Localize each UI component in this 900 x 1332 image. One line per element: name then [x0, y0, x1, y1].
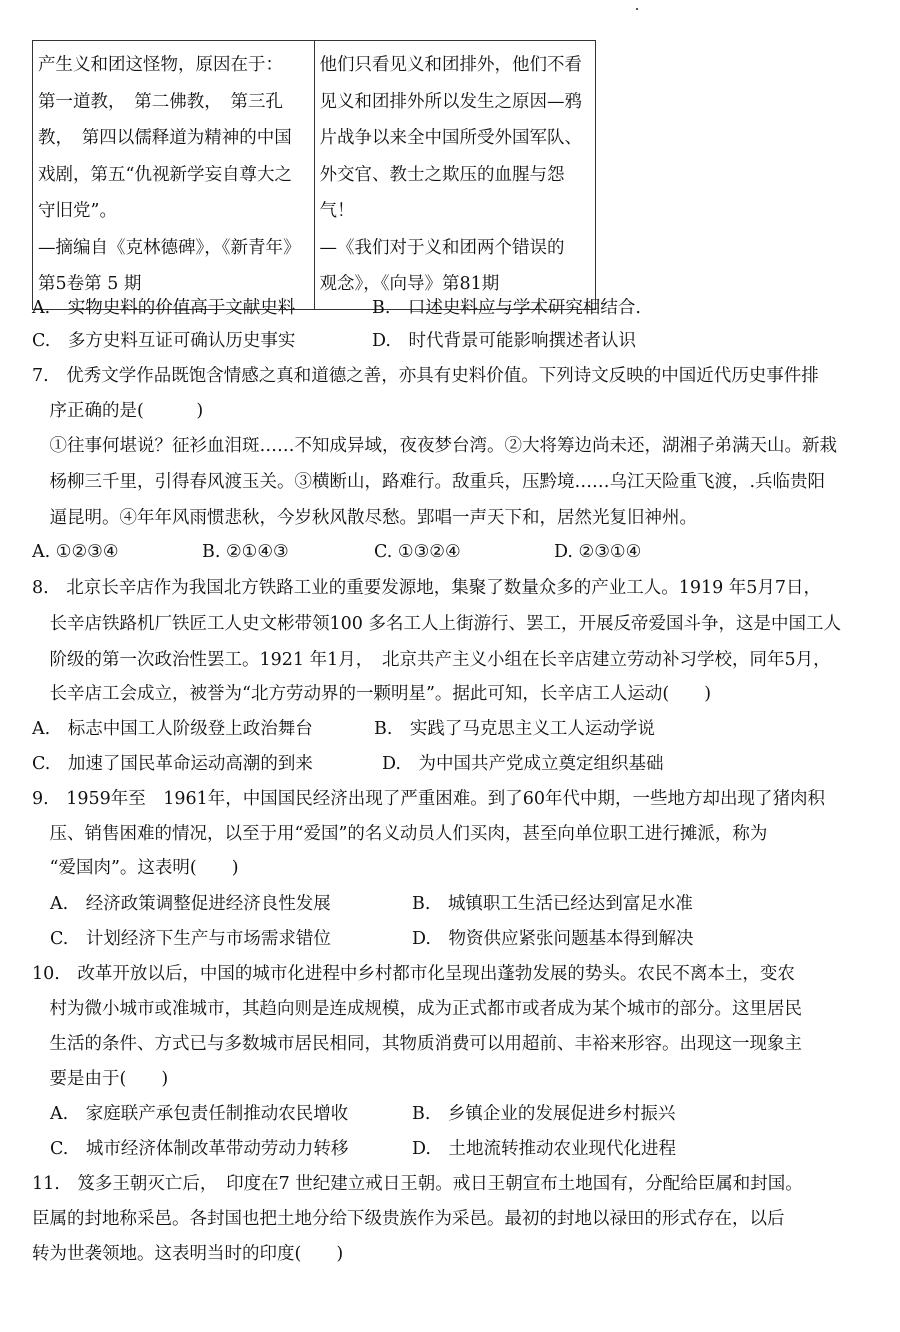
q9-option-b[interactable]: B. 城镇职工生活已经达到富足水准 [412, 894, 693, 914]
q8-option-c[interactable]: C. 加速了国民革命运动高潮的到来 [32, 754, 313, 774]
q10-option-b[interactable]: B. 乡镇企业的发展促进乡村振兴 [412, 1104, 676, 1124]
q6-option-a[interactable]: A. 实物史料的价值高于文献史料 [32, 298, 296, 318]
q9-stem-line: “爱国肉”。这表明( ) [32, 858, 239, 878]
q7-option-d[interactable]: D. ②③①④ [554, 542, 642, 562]
q10-option-c[interactable]: C. 城市经济体制改革带动劳动力转移 [50, 1139, 349, 1159]
q9-option-d[interactable]: D. 物资供应紧张问题基本得到解决 [412, 929, 694, 949]
q10-stem-line: 要是由于( ) [32, 1069, 169, 1089]
q8-stem-line: 长辛店铁路机厂铁匠工人史文彬带领100 多名工人上街游行、罢工，开展反帝爱国斗争，这是中国工人 [32, 614, 841, 634]
table-line: 见义和团排外所以发生之原因—鸦 [319, 91, 582, 112]
speck [636, 8, 638, 10]
q8-option-d[interactable]: D. 为中国共产党成立奠定组织基础 [382, 754, 664, 774]
table-line: 教， 第四以儒释道为精神的中国 [38, 128, 292, 148]
table-line: 第5卷第 5 期 [38, 274, 142, 294]
q6-option-c[interactable]: C. 多方史料互证可确认历史事实 [32, 331, 296, 351]
table-line: 观念》，《向导》第81期 [319, 274, 500, 294]
q6-option-d[interactable]: D. 时代背景可能影响撰述者认识 [372, 331, 636, 351]
q9-stem-line: 压、销售困难的情况，以至于用“爱国”的名义动员人们买肉，甚至向单位职工进行摊派，称为 [32, 824, 768, 844]
q9-stem-line: 9. 1959年至 1961年，中国国民经济出现了严重困难。到了60年代中期，一些地方却出现了猪肉积 [32, 789, 826, 809]
q7-stem-line: 7. 优秀文学作品既饱含情感之真和道德之善，亦具有史料价值。下列诗文反映的中国近代历史事件排 [32, 366, 819, 386]
table-line: 守旧党”。 [38, 201, 117, 221]
q7-option-c[interactable]: C. ①③②④ [374, 542, 461, 562]
q11-stem-line: 11. 笈多王朝灭亡后， 印度在7 世纪建立戒日王朝。戒日王朝宣布土地国有，分配给臣属和封国。 [32, 1174, 803, 1194]
q9-option-c[interactable]: C. 计划经济下生产与市场需求错位 [50, 929, 331, 949]
q7-stem-line: ①往事何堪说？征衫血泪斑……不知成异域，夜夜梦台湾。②大将筹边尚未还，湖湘子弟满天山。新栽 [32, 436, 837, 456]
q9-option-a[interactable]: A. 经济政策调整促进经济良性发展 [50, 894, 331, 914]
table-line: —《我们对于义和团两个错误的 [319, 237, 565, 258]
q8-stem-line: 阶级的第一次政治性罢工。1921 年1月， 北京共产主义小组在长辛店建立劳动补习学校，同年5月， [32, 650, 831, 670]
q7-option-b[interactable]: B. ②①④③ [202, 542, 289, 562]
q11-stem-line: 转为世袭领地。这表明当时的印度( ) [32, 1244, 344, 1264]
q7-stem-line: 序正确的是( ) [32, 401, 204, 421]
table-line: 气！ [319, 201, 355, 221]
q7-stem-line: 逼昆明。④年年风雨惯悲秋，今岁秋风散尽愁。郢唱一声天下和，居然光复旧神州。 [32, 508, 697, 528]
table-line: 外交官、教士之欺压的血腥与怨 [319, 164, 565, 185]
q6-source-table [32, 40, 596, 310]
q10-stem-line: 10. 改革开放以后，中国的城市化进程中乡村都市化呈现出蓬勃发展的势头。农民不离本土，变农 [32, 964, 795, 984]
q7-stem-line: 杨柳三千里，引得春风渡玉关。③横断山，路难行。敌重兵，压黔境……乌江天险重飞渡，.兵临贵阳 [32, 472, 826, 492]
q6-source-right [314, 41, 596, 310]
table-line: 片战争以来全中国所受外国军队、 [319, 128, 582, 148]
table-line: 产生义和团这怪物，原因在于： [38, 55, 283, 75]
q6-source-left [33, 41, 315, 310]
q10-option-d[interactable]: D. 土地流转推动农业现代化进程 [412, 1139, 676, 1159]
q10-stem-line: 村为微小城市或准城市，其趋向则是连成规模，成为正式都市或者成为某个城市的部分。这里居民 [32, 999, 802, 1019]
table-line: —摘编自《克林德碑》，《新青年》 [38, 237, 301, 258]
table-line: 他们只看见义和团排外，他们不看 [319, 55, 582, 75]
q8-option-a[interactable]: A. 标志中国工人阶级登上政治舞台 [32, 719, 313, 739]
q11-stem-line: 臣属的封地称采邑。各封国也把土地分给下级贵族作为采邑。最初的封地以禄田的形式存在，以后 [32, 1209, 785, 1229]
q8-stem-line: 8. 北京长辛店作为我国北方铁路工业的重要发源地，集聚了数量众多的产业工人。1919 年5月7日， [32, 578, 822, 598]
table-line: 第一道教， 第二佛教， 第三孔 [38, 91, 283, 112]
q8-option-b[interactable]: B. 实践了马克思主义工人运动学说 [374, 719, 655, 739]
q7-option-a[interactable]: A. ①②③④ [32, 542, 119, 562]
q10-stem-line: 生活的条件、方式已与多数城市居民相同，其物质消费可以用超前、丰裕来形容。出现这一现象主 [32, 1034, 802, 1054]
table-line: 戏剧，第五“仇视新学妄自尊大之 [38, 164, 292, 185]
q8-stem-line: 长辛店工会成立，被誉为“北方劳动界的一颗明星”。据此可知，长辛店工人运动( ) [32, 684, 712, 704]
q6-option-b[interactable]: B. 口述史料应与学术研究相结合. [372, 298, 641, 318]
q10-option-a[interactable]: A. 家庭联产承包责任制推动农民增收 [50, 1104, 349, 1124]
